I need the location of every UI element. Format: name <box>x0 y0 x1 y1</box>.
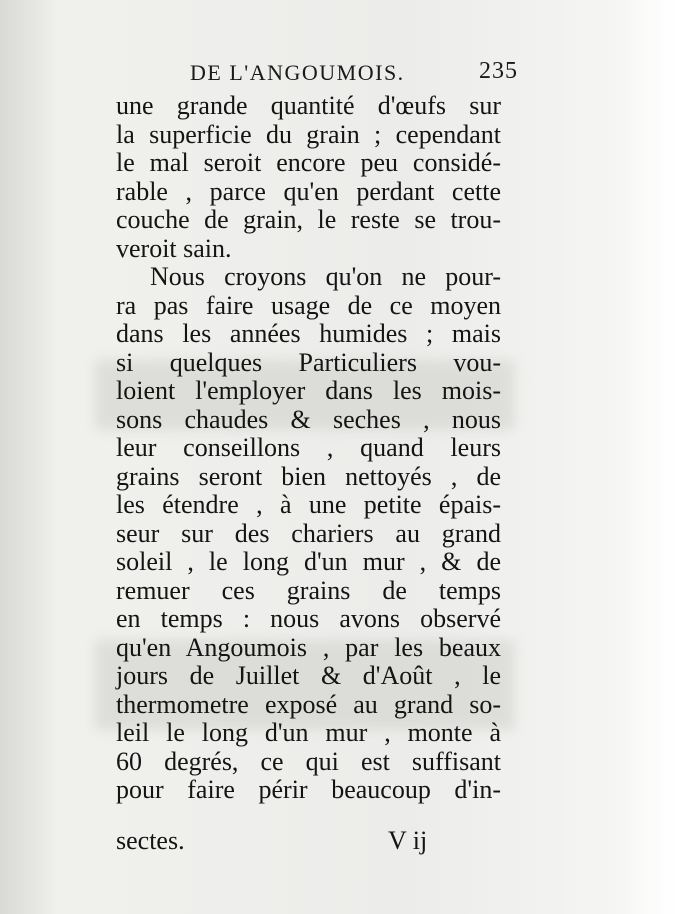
text-line: seur sur des chariers au grand <box>116 518 501 548</box>
catchword: sectes. <box>116 826 185 855</box>
body-text <box>116 92 501 805</box>
text-line: qu'en Angoumois , par les beaux <box>116 632 501 662</box>
signature-mark: V ij <box>388 826 428 855</box>
text-line: sons chaudes & seches , nous <box>116 404 501 434</box>
page-header <box>190 58 520 92</box>
text-line: jours de Juillet & d'Août , le <box>116 661 501 690</box>
page-number: 235 <box>479 58 518 84</box>
text-line: ra pas faire usage de ce moyen <box>116 290 501 320</box>
text-line: leur conseillons , quand leurs <box>116 433 501 462</box>
text-line: veroit sain. <box>116 233 232 263</box>
page-footer <box>116 826 501 856</box>
text-line: en temps : nous avons observé <box>116 604 501 633</box>
page-gutter-shadow <box>0 0 58 914</box>
text-line: Nous croyons qu'on ne pour- <box>150 262 501 291</box>
text-line: loient l'employer dans les mois- <box>116 376 501 405</box>
text-line: remuer ces grains de temps <box>116 575 501 605</box>
text-line: grains seront bien nettoyés , de <box>116 461 501 491</box>
running-head: DE L'ANGOUMOIS. <box>190 60 405 85</box>
text-line: une grande quantité d'œufs sur <box>116 91 501 120</box>
text-line: couche de grain, le reste se trou- <box>116 205 501 234</box>
text-line: rable , parce qu'en perdant cette <box>116 176 501 206</box>
text-line: leil le long d'un mur , monte à <box>116 718 501 747</box>
text-line: les étendre , à une petite épais- <box>116 490 501 519</box>
text-line: dans les années humides ; mais <box>116 319 501 348</box>
text-line: si quelques Particuliers vou- <box>116 347 501 377</box>
text-line: 60 degrés, ce qui est suffisant <box>116 746 501 776</box>
text-line: thermometre exposé au grand so- <box>116 689 501 719</box>
page-edge <box>623 0 679 914</box>
text-line: soleil , le long d'un mur , & de <box>116 547 501 576</box>
text-line: le mal seroit encore peu considé- <box>116 148 501 177</box>
text-line: pour faire périr beaucoup d'in- <box>116 775 501 804</box>
text-line: la superficie du grain ; cependant <box>116 119 501 149</box>
